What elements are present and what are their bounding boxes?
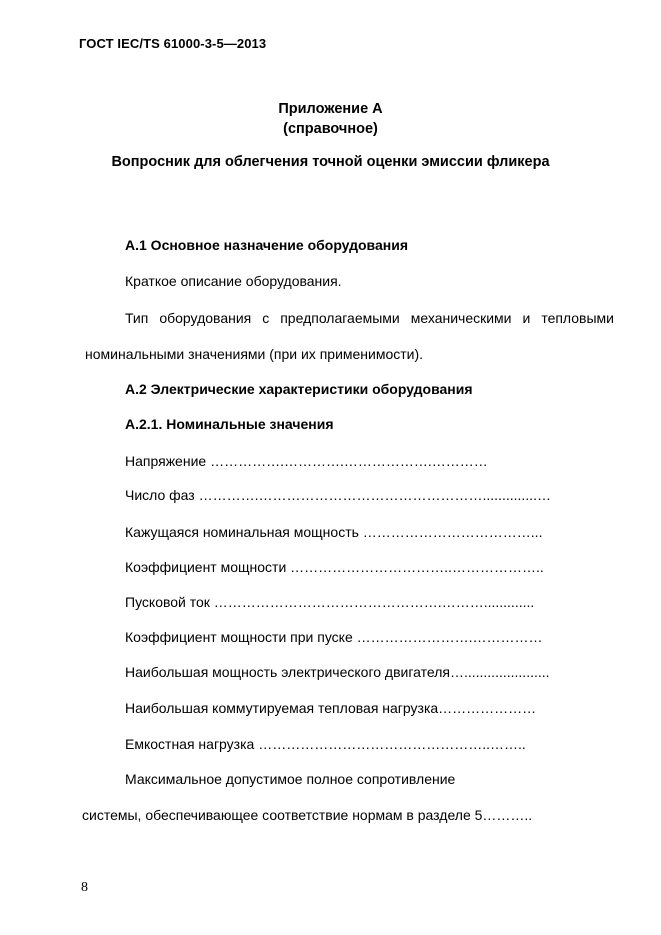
- field-starting-current: Пусковой ток ………………………………………….……….............: [125, 594, 535, 610]
- equipment-type-line: [125, 310, 614, 326]
- annex-subtitle: (справочное): [283, 121, 378, 137]
- word: механическими: [410, 310, 512, 326]
- field-capacitive-load: Емкостная нагрузка …………………………………………..……..: [125, 736, 526, 752]
- equipment-type-continuation: номинальными значениями (при их применимости).: [85, 346, 424, 362]
- word: с: [262, 310, 270, 326]
- section-a21-heading: А.2.1. Номинальные значения: [125, 416, 334, 432]
- field-max-switched-heat-load: Наибольшая коммутируемая тепловая нагрузка…………………: [125, 700, 537, 716]
- annex-title: Приложение А: [278, 101, 383, 117]
- word: и: [522, 310, 531, 326]
- document-code-header: ГОСТ IEC/TS 61000-3-5—2013: [79, 36, 267, 51]
- field-max-impedance: Максимальное допустимое полное сопротивление: [125, 771, 456, 787]
- field-starting-power-factor: Коэффициент мощности при пуске …………………….……………: [125, 629, 543, 645]
- page-number: 8: [81, 880, 88, 895]
- annex-heading: Вопросник для облегчения точной оценки эмиссии фликера: [111, 154, 550, 170]
- field-max-motor-power: Наибольшая мощность электрического двигателя…......................: [125, 664, 550, 680]
- equipment-brief-description: Краткое описание оборудования.: [125, 273, 342, 289]
- field-phase-count: Число фаз ………….…………………………………………..............…: [125, 487, 551, 503]
- section-a2-heading: А.2 Электрические характеристики оборудования: [125, 381, 473, 397]
- field-power-factor: Коэффициент мощности ……………………………..………………..: [125, 559, 544, 575]
- section-a1-heading: А.1 Основное назначение оборудования: [125, 237, 409, 253]
- word: оборудования: [159, 310, 252, 326]
- field-max-impedance-continuation: системы, обеспечивающее соответствие нормам в разделе 5………..: [82, 807, 533, 823]
- word: тепловыми: [541, 310, 614, 326]
- field-voltage: Напряжение …………….………….……………….…………: [125, 453, 488, 469]
- field-apparent-power: Кажущаяся номинальная мощность ………………………………...: [125, 524, 543, 540]
- word: предполагаемыми: [280, 310, 400, 326]
- word: Тип: [125, 310, 149, 326]
